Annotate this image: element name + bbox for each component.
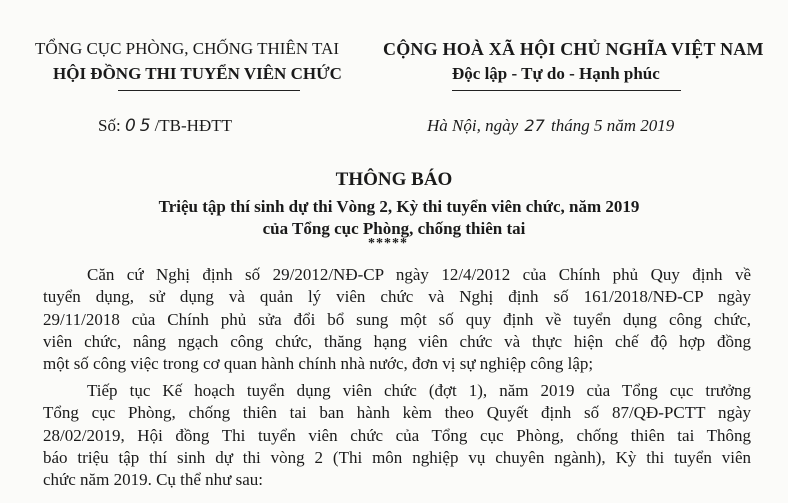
paragraph-line: tuyển dụng, sử dụng và quản lý viên chức và Nghị định số 161/2018/NĐ-CP ngày [43, 287, 751, 307]
date-year: 2019 [640, 116, 675, 135]
date-place: Hà Nội, ngày [427, 116, 519, 135]
national-motto: Độc lập - Tự do - Hạnh phúc [452, 64, 660, 83]
date-month: 5 [593, 116, 603, 135]
paragraph-line: Tổng cục Phòng, chống thiên tai ban hành kèm theo Quyết định số 87/QĐ-PCTT ngày [43, 403, 751, 423]
motto-underline [452, 90, 681, 91]
agency-name: TỔNG CỤC PHÒNG, CHỐNG THIÊN TAI [35, 39, 340, 58]
document-subtitle-1: Triệu tập thí sinh dự thi Vòng 2, Kỳ thi tuyển viên chức, năm 2019 [158, 197, 640, 216]
date-month-label: tháng [551, 116, 590, 135]
paragraph-line: viên chức, nâng ngạch công chức, thăng hạng viên chức và thực hiện chế độ hợp đồng [43, 331, 751, 351]
document-subtitle-2: của Tổng cục Phòng, chống thiên tai [262, 219, 526, 238]
paragraph-line: một số công việc trong cơ quan hành chính nhà nước, đơn vị sự nghiệp công lập; [43, 354, 594, 374]
separator-stars: ***** [368, 236, 408, 251]
date-day: 27 [524, 116, 545, 135]
document-number-suffix: /TB-HĐTT [154, 116, 233, 135]
date-year-label: năm [606, 116, 637, 135]
paragraph-line: 29/11/2018 của Chính phủ sửa đổi bổ sung một số quy định về tuyển dụng công chức, [43, 309, 751, 329]
paragraph-announcement [43, 380, 751, 491]
document-number [98, 116, 232, 136]
left-header-underline [118, 90, 300, 91]
national-title: CỘNG HOÀ XÃ HỘI CHỦ NGHĨA VIỆT NAM [383, 39, 764, 59]
document-number-value: 05 [124, 116, 155, 136]
document-title: THÔNG BÁO [335, 169, 453, 190]
document-date [427, 116, 674, 136]
council-name: HỘI ĐỒNG THI TUYỂN VIÊN CHỨC [53, 64, 342, 83]
document-number-prefix: Số: [98, 116, 121, 135]
paragraph-line: Căn cứ Nghị định số 29/2012/NĐ-CP ngày 12/4/2012 của Chính phủ Quy định về [87, 265, 751, 284]
paragraph-line: 28/02/2019, Hội đồng Thi tuyển viên chức của Tổng cục Phòng, chống thiên tai Thông [43, 425, 751, 445]
paragraph-line: Tiếp tục Kế hoạch tuyển dụng viên chức (đợt 1), năm 2019 của Tổng cục trưởng [87, 381, 751, 400]
paragraph-line: chức năm 2019. Cụ thể như sau: [43, 470, 264, 490]
paragraph-line: báo triệu tập thí sinh dự thi vòng 2 (Thi môn nghiệp vụ chuyên ngành), Kỳ thi tuyển viên [43, 447, 751, 467]
paragraph-legal-basis [43, 264, 751, 375]
